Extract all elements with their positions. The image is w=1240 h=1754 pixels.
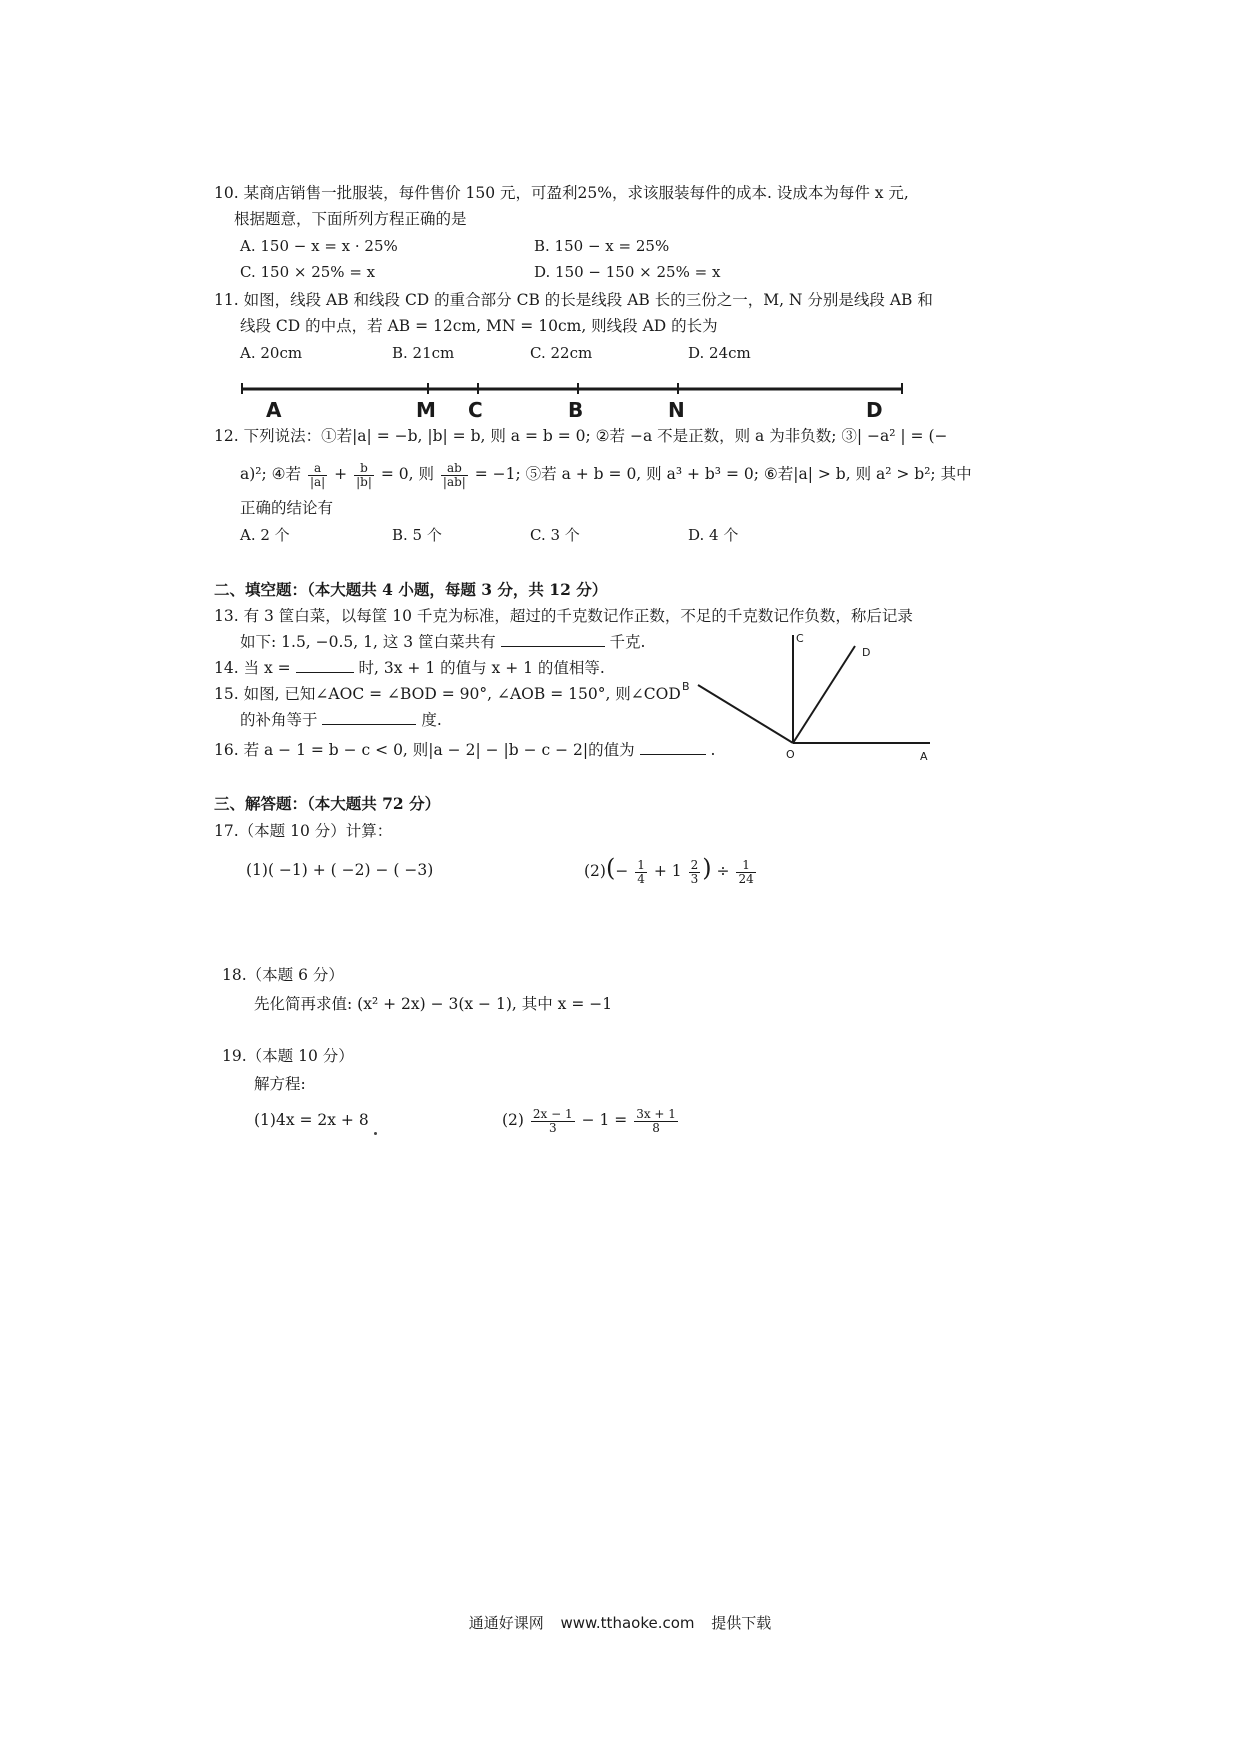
numerator: a — [308, 462, 327, 476]
q16-line — [214, 740, 715, 760]
angle-label-c: C — [796, 632, 804, 645]
close-paren: ) — [702, 854, 712, 882]
angle-label-b: B — [682, 680, 690, 693]
q10-option-a: A. 150 − x = x · 25% — [240, 237, 398, 255]
plus-sign: + — [334, 465, 348, 483]
fraction-3x-1-over-8 — [634, 1108, 678, 1135]
section2-title: 二、填空题：（本大题共 4 小题，每题 3 分，共 12 分） — [214, 580, 608, 599]
fraction-2x-1-over-3 — [531, 1108, 575, 1135]
fraction-b-over-abs-b — [354, 462, 374, 489]
numerator: 3x + 1 — [636, 1106, 676, 1121]
fraction-ab-over-abs-ab — [441, 462, 468, 489]
point-label-b: B — [568, 398, 584, 422]
q11-line1: 11. 如图，线段 AB 和线段 CD 的重合部分 CB 的长是线段 AB 长的三份之一，M, N 分别是线段 AB 和 — [214, 291, 933, 309]
minus-sign: − — [615, 862, 629, 880]
point-label-m: M — [416, 398, 436, 422]
q18-heading: 18.（本题 6 分） — [222, 966, 344, 984]
q13-answer-blank[interactable] — [501, 632, 605, 647]
q18-body: 先化简再求值: (x² + 2x) − 3(x − 1), 其中 x = −1 — [254, 995, 613, 1013]
q12-line2-start: a)²; ④若 — [240, 465, 302, 483]
denominator: 3 — [690, 871, 699, 886]
numerator: 2 — [690, 857, 699, 872]
q17-part1: (1)( −1) + ( −2) − ( −3) — [246, 861, 434, 879]
q12-line2-end: = −1; ⑤若 a + b = 0, 则 a³ + b³ = 0; ⑥若|a| > b, 则 a² > b²; 其中 — [474, 465, 972, 483]
point-label-n: N — [668, 398, 685, 422]
q10-line2: 根据题意，下面所列方程正确的是 — [234, 210, 467, 228]
q15-line2 — [240, 710, 442, 730]
minus-one-equals: − 1 = — [581, 1111, 628, 1129]
q19-part1: (1)4x = 2x + 8 — [254, 1111, 369, 1129]
q15-text-end: 度. — [421, 711, 442, 729]
denominator: |a| — [309, 474, 326, 489]
angle-label-a: A — [920, 750, 928, 763]
divide-sign: ÷ — [716, 862, 730, 880]
numerator: ab — [441, 462, 468, 476]
plus-one: + 1 — [653, 862, 682, 880]
numerator: 2x − 1 — [532, 1106, 573, 1121]
q11-option-c: C. 22cm — [530, 344, 593, 362]
point-label-d: D — [866, 398, 883, 422]
q10-option-d: D. 150 − 150 × 25% = x — [534, 263, 721, 281]
numerator: 1 — [736, 859, 755, 873]
q12-line2 — [240, 458, 972, 490]
fraction-a-over-abs-a — [308, 462, 327, 489]
q13-unit: 千克. — [609, 633, 646, 651]
q12-line2-mid: = 0, 则 — [380, 465, 434, 483]
numerator: 1 — [637, 857, 645, 872]
denominator: 8 — [652, 1120, 660, 1135]
q17-part2 — [584, 850, 758, 886]
q12-option-a: A. 2 个 — [240, 526, 290, 544]
ray-ob — [698, 685, 793, 743]
q13-line1: 13. 有 3 筐白菜，以每筐 10 千克为标准，超过的千克数记作正数，不足的千克数记作负数，称后记录 — [214, 607, 913, 625]
q19-part2 — [502, 1102, 680, 1138]
q14-answer-blank[interactable] — [296, 658, 354, 673]
footer-site-name: 通通好课网 — [468, 1614, 544, 1632]
angle-label-o: O — [786, 748, 795, 761]
q17-heading: 17.（本题 10 分）计算： — [214, 822, 393, 840]
q15-answer-blank[interactable] — [322, 710, 416, 725]
q19-part2-label: (2) — [502, 1111, 524, 1129]
q12-line1: 12. 下列说法：①若|a| = −b, |b| = b, 则 a = b = 0; ②若 −a 不是正数，则 a 为非负数; ③| −a² | = (− — [214, 427, 948, 445]
q13-line2 — [240, 632, 645, 652]
open-paren: ( — [605, 854, 616, 882]
fraction-two-thirds — [689, 859, 701, 886]
denominator: |b| — [356, 474, 372, 489]
ray-od — [793, 646, 855, 743]
numerator: b — [354, 462, 374, 476]
q10-line1: 10. 某商店销售一批服装，每件售价 150 元，可盈利25%，求该服装每件的成本. 设成本为每件 x 元, — [214, 184, 909, 202]
stray-dot — [374, 1132, 377, 1135]
q12-option-c: C. 3 个 — [530, 526, 580, 544]
q16-period: . — [710, 741, 716, 759]
q15-line1: 15. 如图, 已知∠AOC = ∠BOD = 90°, ∠AOB = 150°, 则∠COD — [214, 685, 681, 703]
q16-text: 16. 若 a − 1 = b − c < 0, 则|a − 2| − |b − c − 2|的值为 — [214, 741, 635, 759]
angle-figure — [680, 630, 940, 760]
q11-option-d: D. 24cm — [688, 344, 751, 362]
q12-option-d: D. 4 个 — [688, 526, 739, 544]
q17-part2-label: (2) — [584, 862, 606, 880]
point-label-c: C — [468, 398, 483, 422]
q14-text-start: 14. 当 x = — [214, 659, 291, 677]
q11-option-b: B. 21cm — [392, 344, 455, 362]
q14-text-end: 时, 3x + 1 的值与 x + 1 的值相等. — [358, 659, 605, 677]
footer-note: 提供下载 — [711, 1614, 772, 1632]
q19-body: 解方程: — [254, 1075, 306, 1093]
q19-heading: 19.（本题 10 分） — [222, 1047, 354, 1065]
fraction-one-quarter — [635, 859, 647, 886]
denominator: 3 — [548, 1120, 557, 1135]
point-label-a: A — [266, 398, 282, 422]
q11-option-a: A. 20cm — [240, 344, 303, 362]
q11-line2: 线段 CD 的中点，若 AB = 12cm, MN = 10cm, 则线段 AD 的长为 — [240, 317, 718, 335]
denominator: 4 — [637, 871, 645, 886]
fraction-one-over-24 — [736, 859, 755, 886]
q13-text: 如下: 1.5, −0.5, 1, 这 3 筐白菜共有 — [240, 633, 496, 651]
footer-url[interactable]: www.tthaoke.com — [560, 1614, 695, 1632]
page-footer — [0, 1612, 1240, 1633]
denominator: 24 — [738, 871, 754, 886]
q10-option-b: B. 150 − x = 25% — [534, 237, 670, 255]
section3-title: 三、解答题：（本大题共 72 分） — [214, 794, 441, 813]
q10-option-c: C. 150 × 25% = x — [240, 263, 376, 281]
q12-line3: 正确的结论有 — [240, 499, 334, 517]
q15-text-start: 的补角等于 — [240, 711, 318, 729]
denominator: |ab| — [442, 474, 466, 489]
q14-line — [214, 658, 605, 678]
q12-option-b: B. 5 个 — [392, 526, 442, 544]
angle-label-d: D — [862, 646, 871, 659]
